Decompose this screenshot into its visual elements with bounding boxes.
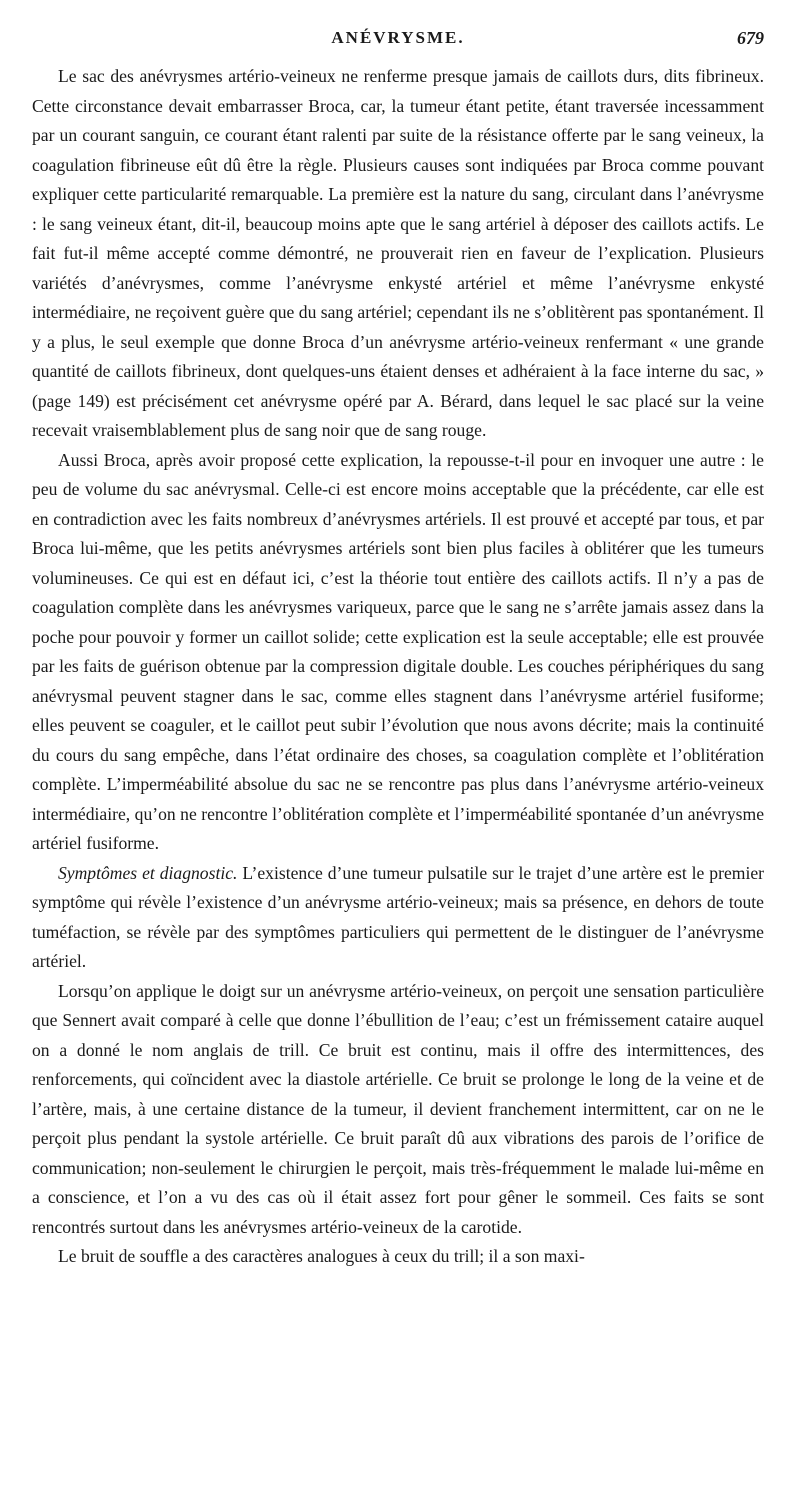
- paragraph: Le bruit de souffle a des caractères analogues à ceux du trill; il a son maxi-: [58, 1246, 585, 1266]
- paragraph: [32, 859, 764, 977]
- section-heading: Symptômes et diagnostic.: [58, 862, 238, 883]
- paragraph: Le sac des anévrysmes artério-veineux ne renferme presque jamais de caillots durs, dits fibrineux. Cette circonstance devait embarrasser Broca, car, la tumeur étant petite, étant traversée incessamment par un courant sanguin, ce courant étant ralenti par suite de la résistance offerte par le sang veineux, la coagulation fibrineuse eût dû être la règle. Plusieurs causes sont indiquées par Broca comme pouvant expliquer cette particularité remarquable. La première est la nature du sang, circulant dans l’anévrysme : le sang veineux étant, dit-il, beaucoup moins apte que le sang artériel à déposer des caillots actifs. Le fait fut-il même accepté comme démontré, ne prouverait rien en faveur de l’explication. Plusieurs variétés d’anévrysmes, comme l’anévrysme enkysté artériel et même l’anévrysme enkysté intermédiaire, ne reçoivent guère que du sang artériel; cependant ils ne s’oblitèrent pas spontanément. Il y a plus, le seul exemple que donne Broca d’un anévrysme artério-veineux renfermant « une grande quantité de caillots fibrineux, dont quelques-uns étaient denses et adhéraient à la face interne du sac, » (page 149) est précisément cet anévrysme opéré par A. Bérard, dans lequel le sac placé sur la veine recevait vraisemblablement plus de sang noir que de sang rouge.: [32, 66, 764, 440]
- paragraph: Aussi Broca, après avoir proposé cette explication, la repousse-t-il pour en invoquer une autre : le peu de volume du sac anévrysmal. Celle-ci est encore moins acceptable que la précédente, car elle est en contradiction avec les faits nombreux d’anévrysmes artériels. Il est prouvé et accepté par tous, et par Broca lui-même, que les petits anévrysmes artériels sont bien plus faciles à oblitérer que les tumeurs volumineuses. Ce qui est en défaut ici, c’est la théorie tout entière des caillots actifs. Il n’y a pas de coagulation complète dans les anévrysmes variqueux, parce que le sang ne s’arrête jamais assez dans la poche pour pouvoir y former un caillot solide; cette explication est la seule acceptable; elle est prouvée par les faits de guérison obtenue par la compression digitale double. Les couches périphériques du sang anévrysmal peuvent stagner dans le sac, comme elles stagnent dans l’anévrysme artériel fusiforme; elles peuvent se coaguler, et le caillot peut subir l’évolution que nous avons décrite; mais la continuité du cours du sang empêche, dans l’état ordinaire des choses, sa coagulation complète et l’oblitération complète. L’imperméabilité absolue du sac ne se rencontre pas plus dans l’anévrysme artério-veineux intermédiaire, qu’on ne rencontre l’oblitération complète et l’imperméabilité spontanée d’un anévrysme artériel fusiforme.: [32, 449, 764, 853]
- paragraph-text: L’existence d’une tumeur pulsatile sur le trajet d’une artère est le premier symptôme qui révèle l’existence d’un anévrysme artério-veineux; mais sa présence, en dehors de toute tuméfaction, se révèle par des symptômes particuliers qui permettent de le distinguer de l’anévrysme artériel.: [32, 862, 764, 971]
- body-text: [32, 62, 764, 1272]
- page-number: 679: [737, 28, 764, 48]
- page-header: [32, 28, 764, 54]
- running-title: ANÉVRYSME.: [331, 28, 465, 47]
- paragraph: Lorsqu’on applique le doigt sur un anévrysme artério-veineux, on perçoit une sensation particulière que Sennert avait comparé à celle que donne l’ébullition de l’eau; c’est un frémissement cataire auquel on a donné le nom anglais de trill. Ce bruit est continu, mais il offre des intermittences, des renforcements, qui coïncident avec la diastole artérielle. Ce bruit se prolonge le long de la veine et de l’artère, mais, à une certaine distance de la tumeur, il devient franchement intermittent, car on ne le perçoit plus pendant la systole artérielle. Ce bruit paraît dû aux vibrations des parois de l’orifice de communication; non-seulement le chirurgien le perçoit, mais très-fréquemment le malade lui-même en a conscience, et l’on a vu des cas où il était assez fort pour gêner le sommeil. Ces faits se sont rencontrés surtout dans les anévrysmes artério-veineux de la carotide.: [32, 980, 764, 1237]
